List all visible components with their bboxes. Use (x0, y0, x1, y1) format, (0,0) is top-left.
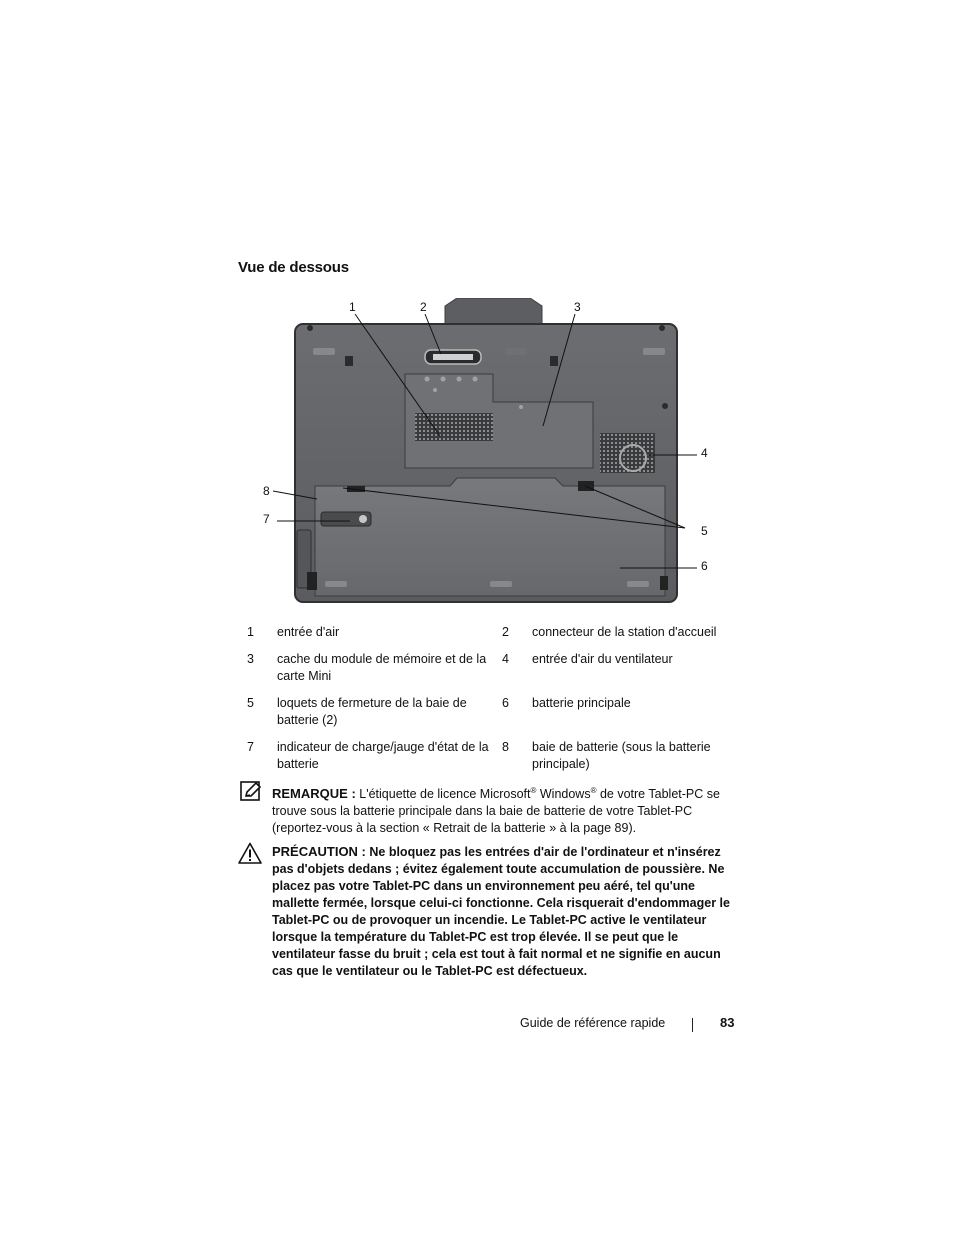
registered-mark: ® (530, 786, 537, 795)
section-title: Vue de dessous (238, 259, 349, 276)
legend-row (238, 691, 738, 735)
legend-number: 4 (502, 652, 509, 666)
note-label: REMARQUE : (272, 786, 356, 802)
legend-text: indicateur de charge/jauge d'état de la batterie (277, 740, 489, 771)
caution-label: PRÉCAUTION : (272, 844, 366, 859)
callout-2: 2 (420, 300, 427, 314)
registered-mark: ® (590, 786, 597, 795)
note-text-a: L'étiquette de licence Microsoft (359, 787, 531, 802)
legend-text: loquets de fermeture de la baie de batterie (2) (277, 696, 467, 727)
page-number: 83 (720, 1015, 735, 1030)
legend-text: batterie principale (532, 696, 631, 710)
note-paragraph (272, 782, 742, 837)
legend-text: baie de batterie (sous la batterie principale) (532, 740, 711, 771)
legend-number: 1 (247, 625, 254, 639)
note-text-c: de votre Tablet-PC se trouve sous la batterie principale dans la baie de batterie de votre Tablet-PC (reportez-vous à la section « Retrait de la batterie » à la page 89). (272, 787, 720, 836)
laptop-bottom-illustration (255, 298, 715, 610)
callout-5: 5 (701, 524, 708, 538)
laptop-bottom-figure (255, 298, 715, 610)
legend-text: connecteur de la station d'accueil (532, 625, 717, 639)
caution-text: Ne bloquez pas les entrées d'air de l'ordinateur et n'insérez pas d'objets dedans ; évitez également toute accumulation de poussière. Ne placez pas votre Tablet-PC dans un environnement peu aéré, tel qu'une mallette fermée, lorsque celui-ci fonctionne. Cela risquerait d'endommager le Tablet-PC ou de provoquer un incendie. Le Tablet-PC active le ventilateur lorsque la température du Tablet-PC est trop élevée. Il se peut que le ventilateur fasse du bruit ; cela est tout à fait normal et ne signifie en aucun cas que le ventilateur ou le Tablet-PC est défectueux. (272, 845, 730, 978)
legend-text: entrée d'air du ventilateur (532, 652, 673, 666)
callout-7: 7 (263, 512, 270, 526)
legend-number: 7 (247, 740, 254, 754)
footer-separator (692, 1018, 693, 1032)
caution-paragraph (272, 843, 742, 980)
callout-8: 8 (263, 484, 270, 498)
legend-number: 5 (247, 696, 254, 710)
callout-4: 4 (701, 446, 708, 460)
callout-3: 3 (574, 300, 581, 314)
callout-6: 6 (701, 559, 708, 573)
legend-text: cache du module de mémoire et de la carte Mini (277, 652, 487, 683)
note-text-b: Windows (536, 787, 591, 802)
warning-triangle-icon (238, 842, 262, 864)
legend-number: 3 (247, 652, 254, 666)
legend-text: entrée d'air (277, 625, 340, 639)
legend-row (238, 735, 738, 779)
legend-number: 6 (502, 696, 509, 710)
footer-guide-title: Guide de référence rapide (520, 1016, 666, 1030)
legend-row (238, 647, 738, 691)
pencil-note-icon (240, 781, 262, 801)
legend-number: 2 (502, 625, 509, 639)
callout-legend-table (238, 620, 738, 779)
callout-1: 1 (349, 300, 356, 314)
legend-number: 8 (502, 740, 509, 754)
legend-row (238, 620, 738, 647)
